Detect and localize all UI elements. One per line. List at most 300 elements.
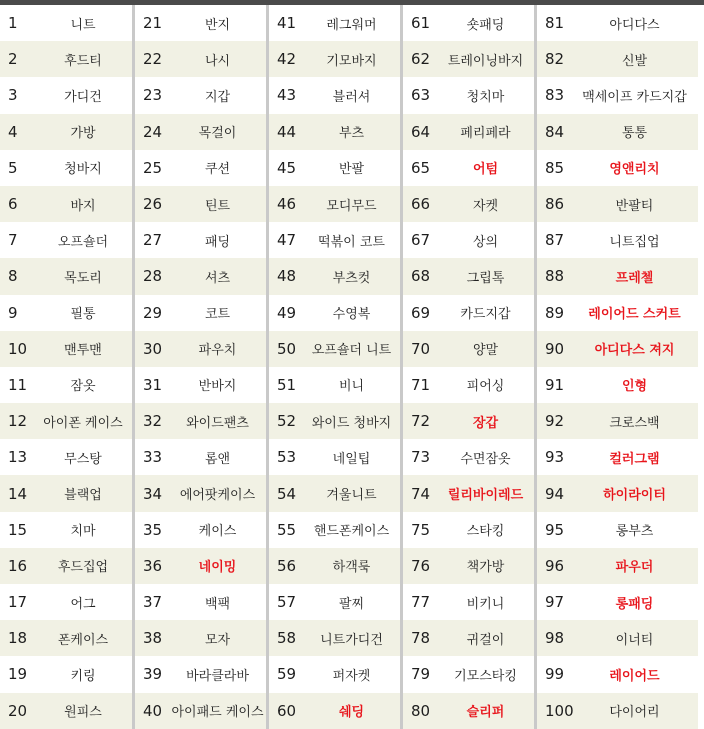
ranking-row bbox=[135, 548, 266, 584]
rank-number: 14 bbox=[8, 484, 28, 503]
ranking-row bbox=[135, 656, 266, 692]
ranking-row bbox=[135, 620, 266, 656]
rank-number: 62 bbox=[411, 50, 431, 69]
ranking-row bbox=[0, 620, 132, 656]
rank-number: 63 bbox=[411, 86, 431, 105]
ranking-row bbox=[0, 367, 132, 403]
rank-number: 99 bbox=[545, 665, 565, 684]
ranking-row bbox=[537, 403, 698, 439]
ranking-row bbox=[0, 258, 132, 294]
ranking-row bbox=[269, 114, 400, 150]
rank-number: 37 bbox=[143, 593, 163, 612]
ranking-row bbox=[135, 439, 266, 475]
rank-number: 3 bbox=[8, 86, 18, 105]
search-term[interactable]: 원피스 bbox=[64, 705, 102, 721]
ranking-row bbox=[403, 403, 534, 439]
rank-number: 20 bbox=[8, 701, 28, 720]
rank-number: 26 bbox=[143, 195, 163, 214]
search-term[interactable]: 틴트 bbox=[204, 198, 231, 214]
search-term[interactable]: 바지 bbox=[70, 198, 96, 214]
ranking-row bbox=[0, 693, 132, 729]
ranking-row bbox=[537, 5, 698, 41]
rank-number: 71 bbox=[411, 375, 431, 394]
search-term[interactable]: 수면잠옷 bbox=[460, 451, 511, 467]
rank-number: 39 bbox=[143, 665, 163, 684]
ranking-row bbox=[537, 222, 698, 258]
ranking-row bbox=[403, 41, 534, 77]
search-term[interactable]: 청치마 bbox=[466, 89, 505, 105]
ranking-row bbox=[269, 512, 400, 548]
search-term[interactable]: 기모스타킹 bbox=[454, 668, 517, 684]
search-term[interactable]: 숏패딩 bbox=[466, 17, 505, 33]
rank-number: 73 bbox=[411, 448, 431, 467]
ranking-row bbox=[537, 620, 698, 656]
search-term[interactable]: 어텀 bbox=[472, 162, 499, 178]
rank-number: 5 bbox=[8, 158, 18, 177]
search-term[interactable]: 지갑 bbox=[204, 89, 231, 105]
rank-number: 13 bbox=[8, 448, 28, 467]
rank-number: 11 bbox=[8, 375, 28, 394]
search-term[interactable]: 니트가디건 bbox=[320, 632, 383, 648]
ranking-row bbox=[403, 150, 534, 186]
search-term[interactable]: 통통 bbox=[621, 126, 648, 142]
search-term[interactable]: 비키니 bbox=[466, 596, 505, 612]
rank-number: 91 bbox=[545, 375, 565, 394]
search-term[interactable]: 케이스 bbox=[198, 524, 237, 540]
search-term[interactable]: 슬리퍼 bbox=[466, 705, 505, 721]
ranking-row bbox=[403, 693, 534, 729]
search-term[interactable]: 카드지갑 bbox=[460, 307, 511, 323]
ranking-row bbox=[537, 439, 698, 475]
search-term[interactable]: 블랙업 bbox=[64, 488, 102, 504]
search-term[interactable]: 맥세이프 카드지갑 bbox=[582, 89, 687, 105]
search-term[interactable]: 가디건 bbox=[64, 89, 102, 105]
ranking-row bbox=[403, 222, 534, 258]
rank-number: 87 bbox=[545, 231, 565, 250]
ranking-row bbox=[403, 295, 534, 331]
rank-number: 50 bbox=[277, 339, 297, 358]
search-term[interactable]: 귀걸이 bbox=[466, 632, 505, 648]
search-term[interactable]: 무스탕 bbox=[64, 451, 102, 467]
search-term[interactable]: 쿠션 bbox=[204, 162, 231, 178]
search-term[interactable]: 스타킹 bbox=[466, 524, 505, 540]
ranking-row bbox=[135, 150, 266, 186]
ranking-row bbox=[0, 295, 132, 331]
ranking-row bbox=[537, 656, 698, 692]
ranking-row bbox=[269, 656, 400, 692]
rank-number: 66 bbox=[411, 195, 431, 214]
ranking-row bbox=[403, 656, 534, 692]
ranking-row bbox=[403, 367, 534, 403]
rank-number: 46 bbox=[277, 195, 297, 214]
rank-number: 84 bbox=[545, 122, 565, 141]
rank-number: 89 bbox=[545, 303, 565, 322]
rank-number: 19 bbox=[8, 665, 28, 684]
search-term[interactable]: 핸드폰케이스 bbox=[313, 524, 390, 540]
ranking-row bbox=[0, 656, 132, 692]
search-term[interactable]: 에어팟케이스 bbox=[179, 488, 256, 504]
search-term[interactable]: 반팔 bbox=[338, 162, 365, 178]
ranking-row bbox=[135, 222, 266, 258]
ranking-row bbox=[269, 584, 400, 620]
ranking-row bbox=[269, 367, 400, 403]
search-term[interactable]: 그립톡 bbox=[466, 270, 505, 286]
rank-number: 80 bbox=[411, 701, 431, 720]
ranking-column-5 bbox=[534, 5, 698, 729]
search-term[interactable]: 니트집업 bbox=[609, 234, 660, 250]
rank-number: 24 bbox=[143, 122, 163, 141]
search-term[interactable]: 아디다스 져지 bbox=[594, 343, 675, 359]
rank-number: 52 bbox=[277, 412, 297, 431]
rank-number: 41 bbox=[277, 14, 297, 33]
ranking-row bbox=[403, 548, 534, 584]
rank-number: 6 bbox=[8, 195, 18, 214]
search-term[interactable]: 모디무드 bbox=[326, 198, 377, 214]
search-term[interactable]: 퍼자켓 bbox=[332, 668, 371, 684]
rank-number: 98 bbox=[545, 629, 565, 648]
search-term[interactable]: 가방 bbox=[70, 126, 96, 142]
ranking-row bbox=[403, 475, 534, 511]
ranking-table bbox=[0, 5, 704, 729]
rank-number: 44 bbox=[277, 122, 297, 141]
ranking-row bbox=[135, 5, 266, 41]
search-term[interactable]: 장갑 bbox=[472, 415, 499, 431]
ranking-row bbox=[135, 693, 266, 729]
search-term[interactable]: 오프숄더 니트 bbox=[311, 343, 392, 359]
search-term[interactable]: 롬앤 bbox=[204, 451, 231, 467]
rank-number: 36 bbox=[143, 556, 163, 575]
rank-number: 49 bbox=[277, 303, 297, 322]
rank-number: 85 bbox=[545, 158, 565, 177]
search-term[interactable]: 모자 bbox=[204, 632, 231, 648]
rank-number: 96 bbox=[545, 556, 565, 575]
search-term[interactable]: 레그워머 bbox=[326, 17, 377, 33]
search-term[interactable]: 프레첼 bbox=[615, 270, 654, 286]
ranking-row bbox=[403, 258, 534, 294]
search-term[interactable]: 후드집업 bbox=[57, 560, 109, 576]
rank-number: 4 bbox=[8, 122, 18, 141]
ranking-row bbox=[269, 41, 400, 77]
search-term[interactable]: 목걸이 bbox=[198, 126, 237, 142]
ranking-row bbox=[537, 367, 698, 403]
rank-number: 55 bbox=[277, 520, 297, 539]
ranking-row bbox=[269, 620, 400, 656]
ranking-row bbox=[0, 475, 132, 511]
search-term[interactable]: 백팩 bbox=[204, 596, 231, 612]
search-term[interactable]: 맨투맨 bbox=[64, 343, 102, 359]
rank-number: 47 bbox=[277, 231, 297, 250]
rank-number: 67 bbox=[411, 231, 431, 250]
ranking-row bbox=[269, 548, 400, 584]
rank-number: 17 bbox=[8, 593, 28, 612]
search-term[interactable]: 아이폰 케이스 bbox=[43, 415, 123, 431]
search-term[interactable]: 쉐딩 bbox=[338, 705, 365, 721]
rank-number: 29 bbox=[143, 303, 163, 322]
search-term[interactable]: 목도리 bbox=[64, 270, 102, 286]
ranking-row bbox=[0, 5, 132, 41]
rank-number: 78 bbox=[411, 629, 431, 648]
rank-number: 8 bbox=[8, 267, 18, 286]
rank-number: 88 bbox=[545, 267, 565, 286]
search-term[interactable]: 자켓 bbox=[472, 198, 499, 214]
ranking-row bbox=[0, 150, 132, 186]
search-term[interactable]: 하이라이터 bbox=[603, 488, 666, 504]
search-term[interactable]: 피어싱 bbox=[466, 379, 505, 395]
search-term[interactable]: 아이패드 케이스 bbox=[171, 705, 264, 721]
rank-number: 83 bbox=[545, 86, 565, 105]
search-term[interactable]: 롱부츠 bbox=[615, 524, 654, 540]
ranking-row bbox=[537, 41, 698, 77]
ranking-row bbox=[135, 367, 266, 403]
rank-number: 15 bbox=[8, 520, 28, 539]
search-term[interactable]: 기모바지 bbox=[326, 53, 377, 69]
search-term[interactable]: 다이어리 bbox=[609, 705, 660, 721]
ranking-row bbox=[403, 512, 534, 548]
ranking-row bbox=[269, 258, 400, 294]
search-term[interactable]: 와이드 청바지 bbox=[311, 415, 392, 431]
search-term[interactable]: 페리페라 bbox=[460, 126, 511, 142]
ranking-row bbox=[269, 186, 400, 222]
ranking-row bbox=[537, 186, 698, 222]
ranking-row bbox=[269, 475, 400, 511]
rank-number: 94 bbox=[545, 484, 565, 503]
ranking-row bbox=[537, 693, 698, 729]
ranking-row bbox=[403, 114, 534, 150]
search-term[interactable]: 신발 bbox=[621, 53, 648, 69]
rank-number: 72 bbox=[411, 412, 431, 431]
search-term[interactable]: 와이드팬츠 bbox=[186, 415, 249, 431]
search-term[interactable]: 어그 bbox=[70, 596, 96, 612]
rank-number: 60 bbox=[277, 701, 297, 720]
search-term[interactable]: 크로스백 bbox=[609, 415, 660, 431]
search-term[interactable]: 트레이닝바지 bbox=[447, 53, 524, 69]
ranking-row bbox=[537, 331, 698, 367]
ranking-row bbox=[0, 512, 132, 548]
rank-number: 16 bbox=[8, 556, 28, 575]
ranking-row bbox=[537, 150, 698, 186]
ranking-row bbox=[0, 439, 132, 475]
rank-number: 43 bbox=[277, 86, 297, 105]
rank-number: 9 bbox=[8, 303, 18, 322]
search-term[interactable]: 청바지 bbox=[64, 162, 102, 178]
search-term[interactable]: 이너티 bbox=[615, 632, 654, 648]
search-term[interactable]: 블러셔 bbox=[332, 89, 371, 105]
search-term[interactable]: 잠옷 bbox=[70, 379, 96, 395]
ranking-row bbox=[537, 548, 698, 584]
rank-number: 32 bbox=[143, 412, 163, 431]
ranking-column-4 bbox=[400, 5, 534, 729]
rank-number: 48 bbox=[277, 267, 297, 286]
ranking-row bbox=[135, 258, 266, 294]
rank-number: 53 bbox=[277, 448, 297, 467]
rank-number: 21 bbox=[143, 14, 163, 33]
rank-number: 77 bbox=[411, 593, 431, 612]
ranking-row bbox=[537, 295, 698, 331]
rank-number: 95 bbox=[545, 520, 565, 539]
rank-number: 22 bbox=[143, 50, 163, 69]
ranking-row bbox=[135, 403, 266, 439]
rank-number: 90 bbox=[545, 339, 565, 358]
search-term[interactable]: 양말 bbox=[472, 343, 499, 359]
search-term[interactable]: 셔츠 bbox=[204, 270, 231, 286]
search-term[interactable]: 부츠 bbox=[338, 126, 365, 142]
rank-number: 28 bbox=[143, 267, 163, 286]
ranking-row bbox=[269, 150, 400, 186]
rank-number: 61 bbox=[411, 14, 431, 33]
search-term[interactable]: 필통 bbox=[70, 307, 96, 323]
ranking-row bbox=[403, 620, 534, 656]
ranking-row bbox=[0, 77, 132, 113]
ranking-row bbox=[135, 114, 266, 150]
search-term[interactable]: 아디다스 bbox=[609, 17, 660, 33]
rank-number: 70 bbox=[411, 339, 431, 358]
rank-number: 64 bbox=[411, 122, 431, 141]
ranking-row bbox=[403, 77, 534, 113]
ranking-row bbox=[0, 403, 132, 439]
rank-number: 40 bbox=[143, 701, 163, 720]
rank-number: 74 bbox=[411, 484, 431, 503]
ranking-row bbox=[0, 222, 132, 258]
rank-number: 33 bbox=[143, 448, 163, 467]
rank-number: 76 bbox=[411, 556, 431, 575]
search-term[interactable]: 후드티 bbox=[64, 53, 102, 69]
rank-number: 97 bbox=[545, 593, 565, 612]
search-term[interactable]: 롱패딩 bbox=[615, 596, 654, 612]
rank-number: 86 bbox=[545, 195, 565, 214]
search-term[interactable]: 수영복 bbox=[332, 307, 371, 323]
search-term[interactable]: 반바지 bbox=[198, 379, 237, 395]
rank-number: 35 bbox=[143, 520, 163, 539]
ranking-row bbox=[135, 331, 266, 367]
ranking-row bbox=[269, 403, 400, 439]
search-term[interactable]: 나시 bbox=[204, 53, 231, 69]
search-term[interactable]: 상의 bbox=[472, 234, 499, 250]
rank-number: 23 bbox=[143, 86, 163, 105]
ranking-row bbox=[537, 512, 698, 548]
ranking-row bbox=[269, 331, 400, 367]
ranking-row bbox=[0, 584, 132, 620]
search-term[interactable]: 폰케이스 bbox=[57, 632, 109, 648]
search-term[interactable]: 비니 bbox=[338, 379, 365, 395]
ranking-row bbox=[403, 186, 534, 222]
search-term[interactable]: 반팔티 bbox=[615, 198, 654, 214]
ranking-row bbox=[135, 295, 266, 331]
ranking-row bbox=[135, 475, 266, 511]
ranking-row bbox=[0, 114, 132, 150]
ranking-row bbox=[537, 114, 698, 150]
search-term[interactable]: 키링 bbox=[70, 668, 96, 684]
ranking-row bbox=[537, 77, 698, 113]
rank-number: 34 bbox=[143, 484, 163, 503]
ranking-row bbox=[269, 5, 400, 41]
search-term[interactable]: 파우치 bbox=[198, 343, 237, 359]
rank-number: 18 bbox=[8, 629, 28, 648]
search-term[interactable]: 패딩 bbox=[204, 234, 231, 250]
rank-number: 25 bbox=[143, 158, 163, 177]
search-term[interactable]: 바라클라바 bbox=[186, 668, 249, 684]
ranking-column-2 bbox=[132, 5, 266, 729]
rank-number: 10 bbox=[8, 339, 28, 358]
search-term[interactable]: 코트 bbox=[204, 307, 231, 323]
search-term[interactable]: 부츠컷 bbox=[332, 270, 371, 286]
rank-number: 38 bbox=[143, 629, 163, 648]
rank-number: 58 bbox=[277, 629, 297, 648]
ranking-row bbox=[269, 439, 400, 475]
rank-number: 68 bbox=[411, 267, 431, 286]
ranking-row bbox=[537, 258, 698, 294]
search-term[interactable]: 컬러그램 bbox=[609, 451, 660, 467]
search-term[interactable]: 영앤리치 bbox=[609, 162, 660, 178]
search-term[interactable]: 오프숄더 bbox=[57, 234, 109, 250]
ranking-row bbox=[135, 512, 266, 548]
search-term[interactable]: 팔찌 bbox=[338, 596, 365, 612]
ranking-row bbox=[537, 584, 698, 620]
rank-number: 56 bbox=[277, 556, 297, 575]
ranking-row bbox=[537, 475, 698, 511]
rank-number: 1 bbox=[8, 14, 18, 33]
search-term[interactable]: 반지 bbox=[204, 17, 231, 33]
ranking-column-1 bbox=[0, 5, 132, 729]
rank-number: 92 bbox=[545, 412, 565, 431]
rank-number: 57 bbox=[277, 593, 297, 612]
rank-number: 51 bbox=[277, 375, 297, 394]
search-term[interactable]: 릴리바이레드 bbox=[447, 488, 524, 504]
rank-number: 12 bbox=[8, 412, 28, 431]
rank-number: 42 bbox=[277, 50, 297, 69]
rank-number: 81 bbox=[545, 14, 565, 33]
rank-number: 45 bbox=[277, 158, 297, 177]
rank-number: 93 bbox=[545, 448, 565, 467]
rank-number: 82 bbox=[545, 50, 565, 69]
ranking-row bbox=[269, 693, 400, 729]
ranking-row bbox=[403, 584, 534, 620]
ranking-row bbox=[403, 331, 534, 367]
ranking-row bbox=[0, 331, 132, 367]
search-term[interactable]: 네이밍 bbox=[198, 560, 237, 576]
ranking-row bbox=[0, 186, 132, 222]
search-term[interactable]: 떡볶이 코트 bbox=[318, 234, 385, 250]
search-term[interactable]: 니트 bbox=[70, 17, 96, 33]
search-term[interactable]: 하객룩 bbox=[332, 560, 371, 576]
rank-number: 27 bbox=[143, 231, 163, 250]
rank-number: 75 bbox=[411, 520, 431, 539]
search-term[interactable]: 레이어드 스커트 bbox=[588, 307, 681, 323]
search-term[interactable]: 책가방 bbox=[466, 560, 505, 576]
search-term[interactable]: 파우더 bbox=[615, 560, 654, 576]
rank-number: 69 bbox=[411, 303, 431, 322]
search-term[interactable]: 인형 bbox=[621, 379, 648, 395]
ranking-column-3 bbox=[266, 5, 400, 729]
ranking-row bbox=[135, 186, 266, 222]
ranking-row bbox=[135, 584, 266, 620]
search-term[interactable]: 네일팁 bbox=[332, 451, 371, 467]
search-term[interactable]: 치마 bbox=[70, 524, 96, 540]
rank-number: 7 bbox=[8, 231, 18, 250]
ranking-row bbox=[269, 77, 400, 113]
rank-number: 2 bbox=[8, 50, 18, 69]
ranking-row bbox=[0, 548, 132, 584]
rank-number: 100 bbox=[545, 701, 574, 720]
rank-number: 30 bbox=[143, 339, 163, 358]
rank-number: 79 bbox=[411, 665, 431, 684]
rank-number: 31 bbox=[143, 375, 163, 394]
rank-number: 59 bbox=[277, 665, 297, 684]
rank-number: 65 bbox=[411, 158, 431, 177]
search-term[interactable]: 레이어드 bbox=[609, 668, 660, 684]
rank-number: 54 bbox=[277, 484, 297, 503]
search-term[interactable]: 겨울니트 bbox=[326, 488, 377, 504]
ranking-row bbox=[135, 41, 266, 77]
